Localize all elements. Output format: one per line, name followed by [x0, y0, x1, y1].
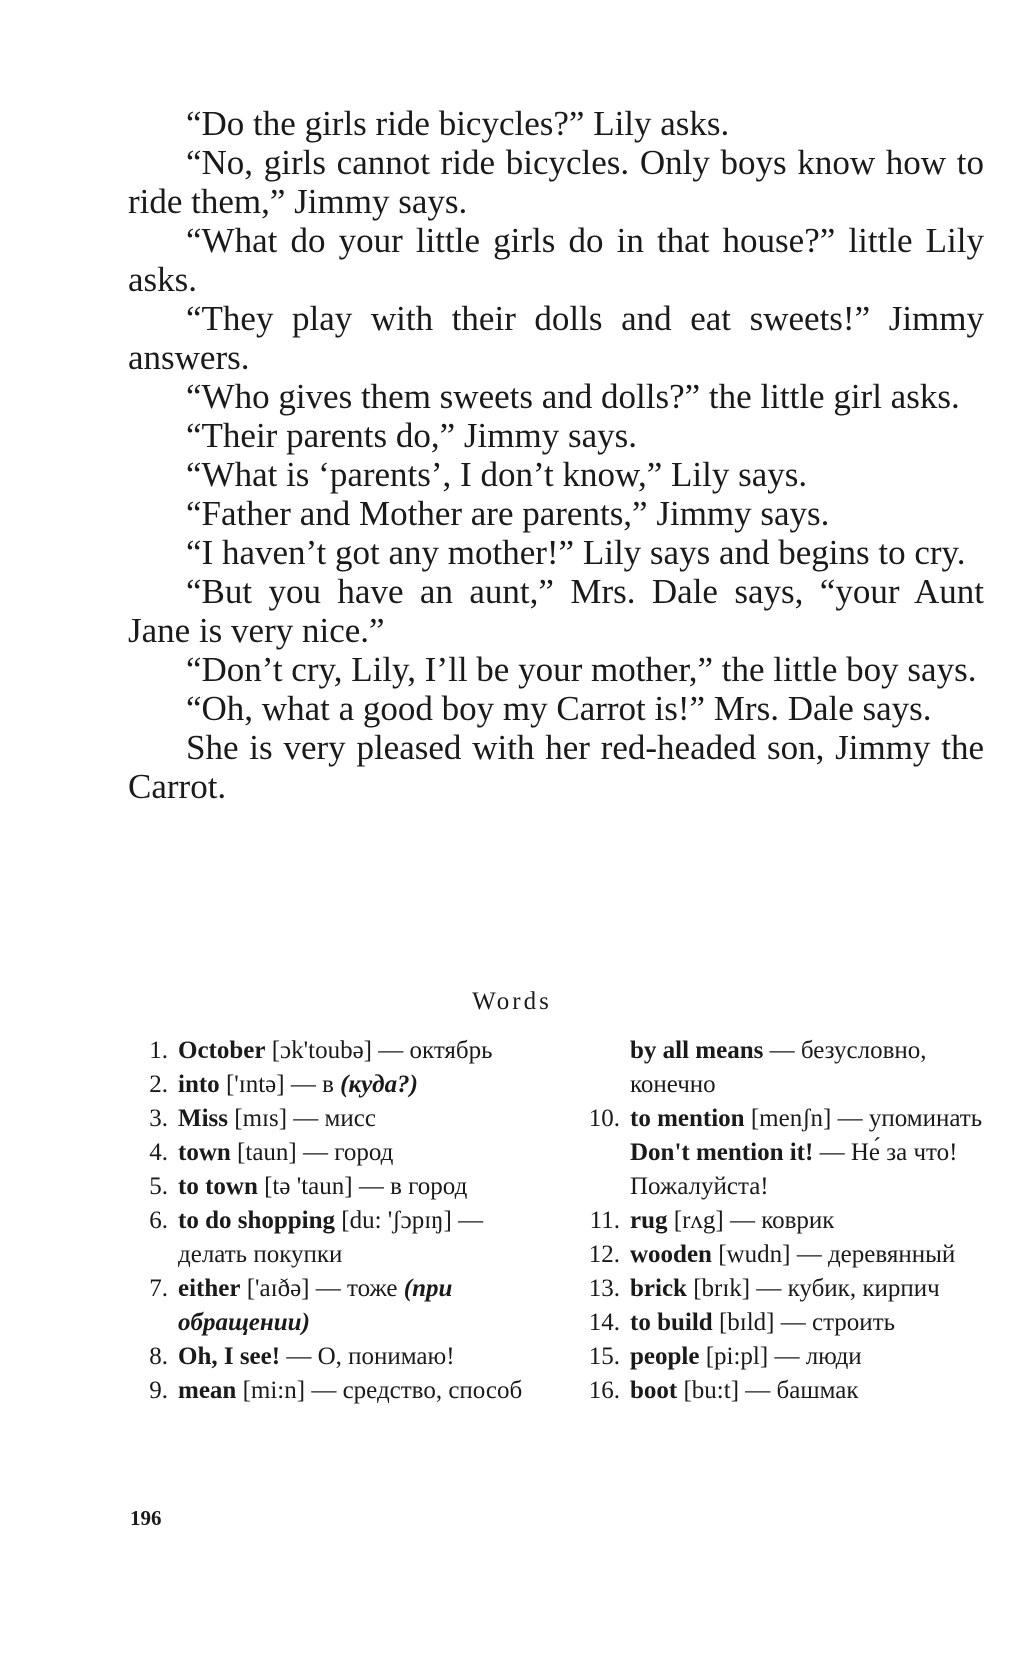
- story-paragraph: “Father and Mother are parents,” Jimmy says.: [186, 494, 830, 533]
- story-paragraph: “Oh, what a good boy my Carrot is!” Mrs. Dale says.: [186, 689, 932, 728]
- entry-number: 8.: [149, 1343, 168, 1370]
- entry-meaning: — тоже: [309, 1275, 404, 1302]
- vocabulary-entry: [130, 1136, 530, 1170]
- entry-transcription: [mɪs]: [234, 1105, 288, 1132]
- entry-meaning: — строить: [774, 1309, 896, 1336]
- entry-meaning: — город: [296, 1139, 394, 1166]
- story-paragraph: “I haven’t got any mother!” Lily says and begins to cry.: [186, 533, 966, 572]
- story-text: [128, 104, 984, 806]
- entry-number: 7.: [149, 1275, 168, 1302]
- vocabulary-entry: [130, 1034, 530, 1068]
- entry-transcription: [ɔk'toubə]: [271, 1037, 373, 1064]
- story-paragraph: “What do your little girls do in that house?” little Lily asks.: [128, 221, 984, 299]
- entry-word: people: [630, 1343, 700, 1370]
- entry-meaning: — упоминать: [831, 1105, 983, 1132]
- entry-meaning: — башмак: [739, 1377, 859, 1404]
- page-number: 196: [130, 1506, 162, 1530]
- entry-word: mean: [178, 1377, 237, 1404]
- entry-number: 12.: [588, 1241, 620, 1268]
- entry-transcription: [rʌg]: [673, 1207, 724, 1234]
- entry-word: by all means: [630, 1037, 764, 1064]
- entry-meaning: — делать покупки: [178, 1207, 484, 1268]
- words-heading: Words: [472, 988, 552, 1015]
- entry-number: 14.: [588, 1309, 620, 1336]
- story-paragraph: She is very pleased with her red-headed son, Jimmy the Carrot.: [128, 728, 984, 806]
- entry-transcription: [taun]: [237, 1139, 297, 1166]
- entry-word: Don't mention it!: [630, 1139, 814, 1166]
- entry-transcription: ['ɪntə]: [225, 1071, 285, 1098]
- entry-transcription: [bu:t]: [683, 1377, 740, 1404]
- entry-number: 13.: [588, 1275, 620, 1302]
- entry-number: 9.: [149, 1377, 168, 1404]
- entry-word: Miss: [178, 1105, 228, 1132]
- vocabulary-entry: [582, 1306, 990, 1340]
- entry-word: to do shopping: [178, 1207, 336, 1234]
- entry-transcription: [wudn]: [718, 1241, 791, 1268]
- entry-meaning: — безусловно, конечно: [630, 1037, 927, 1098]
- vocabulary-entry: [582, 1136, 990, 1204]
- entry-transcription: [brɪk]: [693, 1275, 751, 1302]
- story-paragraph: “What is ‘parents’, I don’t know,” Lily says.: [186, 455, 808, 494]
- entry-word: wooden: [630, 1241, 712, 1268]
- vocabulary-entry: [582, 1374, 990, 1408]
- entry-number: 16.: [588, 1377, 620, 1404]
- entry-word: into: [178, 1071, 220, 1098]
- entry-meaning: — деревянный: [790, 1241, 956, 1268]
- entry-meaning: — в город: [352, 1173, 468, 1200]
- entry-word: boot: [630, 1377, 678, 1404]
- entry-meaning: — люди: [768, 1343, 862, 1370]
- entry-meaning: — О, понимаю!: [280, 1343, 455, 1370]
- entry-number: 5.: [149, 1173, 168, 1200]
- entry-number: 4.: [149, 1139, 168, 1166]
- entry-meaning: — средство, способ: [305, 1377, 523, 1404]
- entry-word: Oh, I see!: [178, 1343, 281, 1370]
- entry-transcription: ['aɪðə]: [246, 1275, 310, 1302]
- entry-word: brick: [630, 1275, 687, 1302]
- vocabulary-entry: [582, 1034, 990, 1102]
- vocabulary-entry: [582, 1102, 990, 1136]
- vocabulary-entry: [582, 1340, 990, 1374]
- entry-number: 6.: [149, 1207, 168, 1234]
- story-paragraph: “No, girls cannot ride bicycles. Only boys know how to ride them,” Jimmy says.: [128, 143, 984, 221]
- entry-word: town: [178, 1139, 231, 1166]
- vocabulary-entry: [130, 1340, 530, 1374]
- vocabulary-entry: [130, 1068, 530, 1102]
- entry-number: 3.: [149, 1105, 168, 1132]
- story-paragraph: “Don’t cry, Lily, I’ll be your mother,” the little boy says.: [186, 650, 977, 689]
- vocabulary-entry: [130, 1204, 530, 1272]
- entry-word: rug: [630, 1207, 668, 1234]
- entry-transcription: [du: 'ʃɔpɪŋ]: [341, 1207, 452, 1234]
- entry-transcription: [mi:n]: [242, 1377, 306, 1404]
- entry-number: 1.: [149, 1037, 168, 1064]
- vocabulary-entry: [130, 1102, 530, 1136]
- story-paragraph: “They play with their dolls and eat sweets!” Jimmy answers.: [128, 299, 984, 377]
- vocabulary-column-left: [130, 1034, 530, 1408]
- entry-number: 2.: [149, 1071, 168, 1098]
- story-paragraph: “Who gives them sweets and dolls?” the little girl asks.: [186, 377, 960, 416]
- vocabulary-column-right: [582, 1034, 990, 1408]
- vocabulary-entry: [582, 1238, 990, 1272]
- entry-word: to build: [630, 1309, 713, 1336]
- entry-meaning: — октябрь: [372, 1037, 493, 1064]
- entry-word: to town: [178, 1173, 258, 1200]
- vocabulary-entry: [130, 1170, 530, 1204]
- entry-word: to mention: [630, 1105, 745, 1132]
- entry-transcription: [tə 'taun]: [264, 1173, 353, 1200]
- vocabulary-entry: [582, 1272, 990, 1306]
- story-paragraph: “Do the girls ride bicycles?” Lily asks.: [186, 104, 730, 143]
- entry-meaning: — коврик: [723, 1207, 835, 1234]
- entry-note: (при обращении): [178, 1275, 453, 1336]
- entry-number: 11.: [589, 1207, 620, 1234]
- entry-note: (куда?): [340, 1071, 418, 1098]
- entry-word: either: [178, 1275, 241, 1302]
- story-paragraph: “Their parents do,” Jimmy says.: [186, 416, 638, 455]
- entry-meaning: — мисс: [287, 1105, 376, 1132]
- vocabulary-entry: [130, 1272, 530, 1340]
- entry-transcription: [pi:pl]: [705, 1343, 769, 1370]
- entry-transcription: [bɪld]: [718, 1309, 775, 1336]
- entry-meaning: — в: [284, 1071, 341, 1098]
- entry-meaning: — Не́ за что! Пожалуйста!: [630, 1139, 958, 1200]
- entry-transcription: [menʃn]: [750, 1105, 832, 1132]
- entry-number: 10.: [588, 1105, 620, 1132]
- vocabulary-entry: [130, 1374, 530, 1408]
- vocabulary-entry: [582, 1204, 990, 1238]
- entry-meaning: — кубик, кирпич: [750, 1275, 940, 1302]
- entry-number: 15.: [588, 1343, 620, 1370]
- entry-word: October: [178, 1037, 266, 1064]
- story-paragraph: “But you have an aunt,” Mrs. Dale says, “your Aunt Jane is very nice.”: [128, 572, 984, 650]
